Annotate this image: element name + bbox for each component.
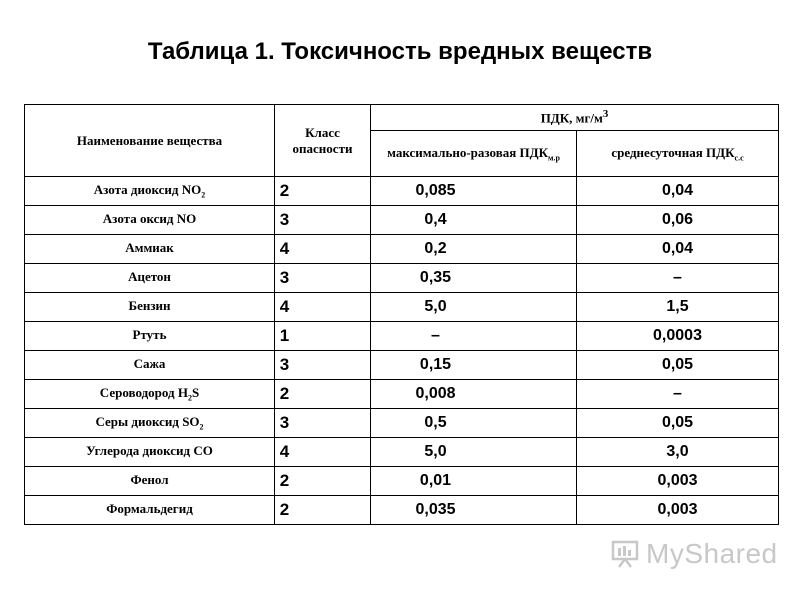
table-row [25,409,779,438]
table-row [25,235,779,264]
page-title: Таблица 1. Токсичность вредных веществ [147,38,653,65]
hazard-class: 2 [275,467,371,496]
toxicity-table [24,104,779,525]
table-row [25,264,779,293]
pdk-max-single: – [371,322,577,351]
table-row [25,177,779,206]
pdk-daily: 0,05 [577,409,779,438]
header-name: Наименование вещества [25,105,275,177]
pdk-daily: 0,003 [577,467,779,496]
pdk-daily: 0,003 [577,496,779,525]
presentation-board-icon [610,539,640,569]
substance-name: Бензин [25,293,275,322]
pdk-daily: 0,04 [577,235,779,264]
substance-name: Фенол [25,467,275,496]
watermark-logo [610,536,778,572]
substance-name: Формальдегид [25,496,275,525]
substance-name: Ртуть [25,322,275,351]
hazard-class: 2 [275,380,371,409]
table-row [25,467,779,496]
pdk-daily: 3,0 [577,438,779,467]
pdk-max-single: 0,15 [371,351,577,380]
table-row [25,496,779,525]
pdk-max-single: 0,035 [371,496,577,525]
pdk-max-single: 0,008 [371,380,577,409]
pdk-daily: 1,5 [577,293,779,322]
substance-name: Углерода диоксид CO [25,438,275,467]
hazard-class: 4 [275,293,371,322]
hazard-class: 3 [275,351,371,380]
hazard-class: 3 [275,264,371,293]
substance-name: Серы диоксид $SO_2$ [25,409,275,438]
header-class: Класс опасности [275,105,371,177]
hazard-class: 3 [275,409,371,438]
header-row [25,105,779,131]
pdk-max-single: 5,0 [371,438,577,467]
table-row [25,206,779,235]
watermark-text: MyShared [646,538,778,569]
header-pdk: ПДК, $мг/м^3$ [371,105,779,131]
hazard-class: 2 [275,177,371,206]
pdk-max-single: 0,01 [371,467,577,496]
substance-name: Азота диоксид $NO_2$ [25,177,275,206]
pdk-daily: 0,04 [577,177,779,206]
pdk-daily: 0,0003 [577,322,779,351]
pdk-daily: – [577,264,779,293]
substance-name: Ацетон [25,264,275,293]
table-row [25,322,779,351]
pdk-daily: – [577,380,779,409]
table-row [25,438,779,467]
hazard-class: 2 [275,496,371,525]
substance-name: Сажа [25,351,275,380]
substance-name: Сероводород $H_2S$ [25,380,275,409]
hazard-class: 4 [275,235,371,264]
header-max-single: максимально-разовая $ПДК_{м.р}$ [371,131,577,177]
pdk-max-single: 0,35 [371,264,577,293]
hazard-class: 4 [275,438,371,467]
pdk-daily: 0,05 [577,351,779,380]
table-row [25,380,779,409]
pdk-max-single: 0,085 [371,177,577,206]
substance-name: Азота оксид NO [25,206,275,235]
hazard-class: 3 [275,206,371,235]
pdk-daily: 0,06 [577,206,779,235]
pdk-max-single: 0,4 [371,206,577,235]
table-row [25,293,779,322]
header-daily: среднесуточная $ПДК_{с.с}$ [577,131,779,177]
table-row [25,351,779,380]
hazard-class: 1 [275,322,371,351]
substance-name: Аммиак [25,235,275,264]
pdk-max-single: 0,2 [371,235,577,264]
pdk-max-single: 0,5 [371,409,577,438]
pdk-max-single: 5,0 [371,293,577,322]
